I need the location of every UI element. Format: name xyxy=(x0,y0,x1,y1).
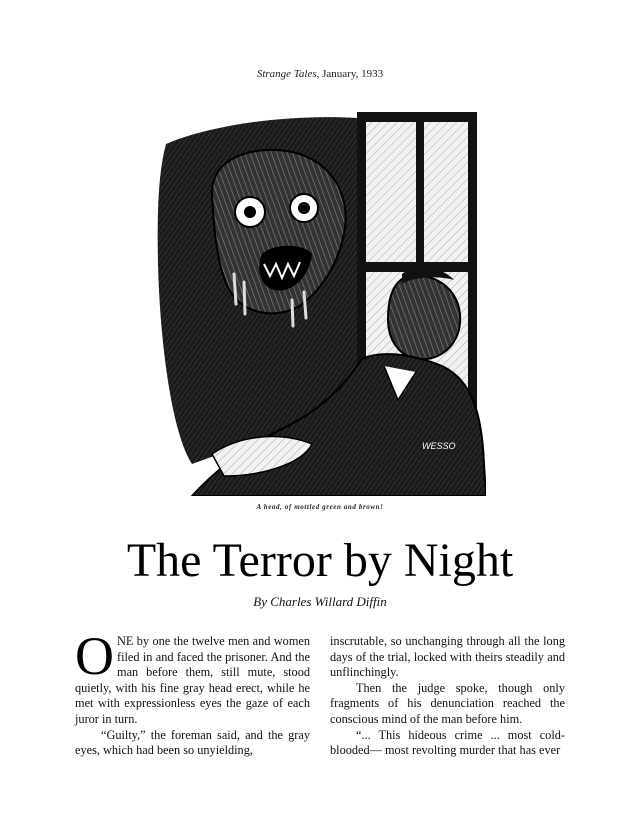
story-title: The Terror by Night xyxy=(126,534,514,587)
paragraph: “Guilty,” the foreman said, and the gray eyes, which had been so unyielding, xyxy=(75,727,310,758)
drop-cap: O xyxy=(75,626,114,686)
paragraph-text: NE by one the twelve men and women filed in and faced the prisoner. And the man before them, still mute, stood quietly, with his fine gray head erect, while he met with expressionless eyes the gaze of each juror in turn. xyxy=(75,634,310,726)
body-column-left xyxy=(75,626,310,759)
artist-signature: WESSO xyxy=(422,441,456,451)
body-column-right xyxy=(330,634,565,759)
publication-name: Strange Tales xyxy=(256,68,317,80)
paragraph: inscrutable, so unchanging through all the long days of the trial, locked with theirs steadily and unflinchingly. xyxy=(330,634,565,680)
publication-date: , January, 1933 xyxy=(316,68,384,80)
paragraph: “... This hideous crime ... most cold-blooded— most revolting murder that has ever xyxy=(330,727,565,758)
story-illustration xyxy=(152,104,486,496)
running-header xyxy=(0,68,640,80)
illustration-caption: A head, of mottled green and brown! xyxy=(256,503,384,511)
paragraph xyxy=(75,626,310,728)
story-byline: By Charles Willard Diffin xyxy=(253,594,387,609)
paragraph: Then the judge spoke, though only fragments of his denunciation reached the conscious mind of the man before him. xyxy=(330,680,565,726)
